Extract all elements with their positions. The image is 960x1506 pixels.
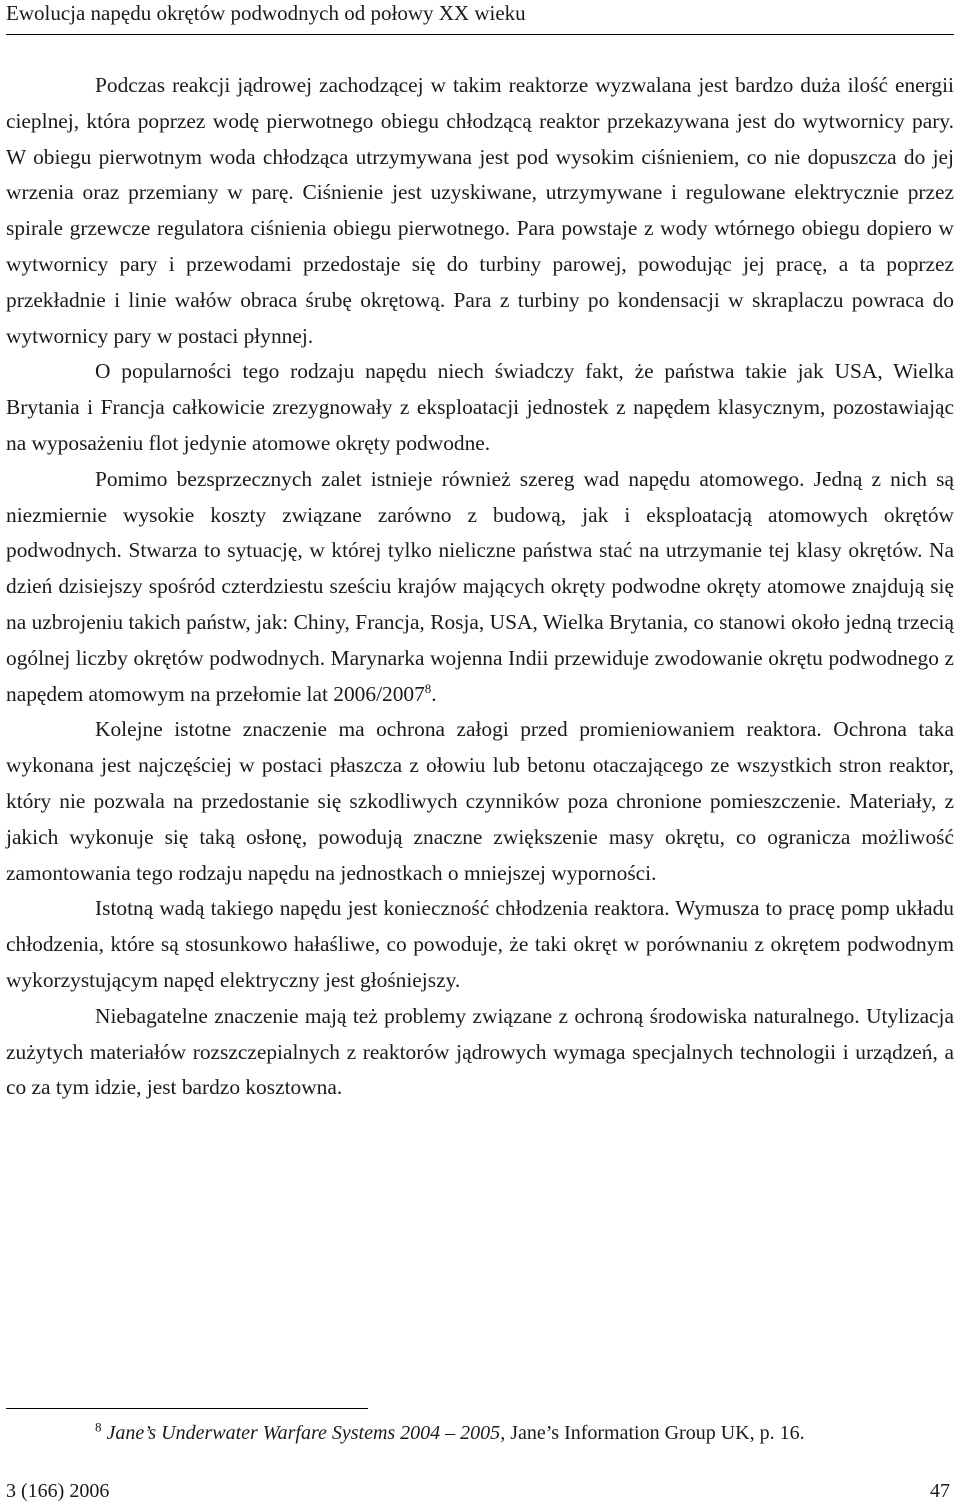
footnote-number: 8 xyxy=(95,1419,102,1435)
paragraph: Istotną wadą takiego napędu jest konieczność chłodzenia reaktora. Wymusza to pracę pomp układu chłodzenia, które są stosunkowo hałaśliwe, co powoduje, że taki okręt w porównaniu z okrętem podwodnym wykorzystującym napęd elektryczny jest głośniejszy. xyxy=(6,896,954,992)
running-header xyxy=(6,0,954,35)
footnote-source-details: , Jane’s Information Group UK, p. 16. xyxy=(500,1422,805,1444)
paragraph: Pomimo bezsprzecznych zalet istnieje również szereg wad napędu atomowego. Jedną z nich są niezmiernie wysokie koszty związane zarówno z budową, jak i eksploatacją atomowych okrętów podwodnych. Stwarza to sytuację, w której tylko nieliczne państwa stać na utrzymanie tej klasy okrętów. Na dzień dzisiejszy spośród czterdziestu sześciu krajów mających okręty podwodne okręty atomowe znajdują się na uzbrojeniu takich państw, jak: Chiny, Francja, Rosja, USA, Wielka Brytania, co stanowi około jedną trzecią ogólnej liczby okrętów podwodnych. Marynarka wojenna Indii przewiduje zwodowanie okrętu podwodnego z napędem atomowym na przełomie lat 2006/2007$^8$. xyxy=(6,466,954,706)
page-number: 47 xyxy=(930,1480,950,1502)
footnote xyxy=(6,1420,954,1446)
running-header-title: Ewolucja napędu okrętów podwodnych od połowy XX wieku xyxy=(6,1,526,25)
paragraph: Niebagatelne znaczenie mają też problemy związane z ochroną środowiska naturalnego. Utylizacja zużytych materiałów rozszczepialnych z reaktorów jądrowych wymaga specjalnych technologii i urządzeń, a co za tym idzie, jest bardzo kosztowna. xyxy=(6,1003,954,1100)
paragraph: Podczas reakcji jądrowej zachodzącej w takim reaktorze wyzwalana jest bardzo duża ilość energii cieplnej, która poprzez wodę pierwotnego obiegu chłodzącą reaktor przekazywana jest do wytwornicy pary. W obiegu pierwotnym woda chłodząca utrzymywana jest pod wysokim ciśnieniem, co nie dopuszcza do jej wrzenia oraz przemiany w parę. Ciśnienie jest uzyskiwane, utrzymywane i regulowane elektrycznie przez spirale grzewcze regulatora ciśnienia obiegu pierwotnego. Para powstaje z wody wtórnego obiegu dopiero w wytwornicy pary i przewodami przedostaje się do turbiny parowej, powodując jej pracę, a ta poprzez przekładnie i linie wałów obraca śrubę okrętową. Para z turbiny po kondensacji w skraplaczu powraca do wytwornicy pary w postaci płynnej. xyxy=(6,73,954,348)
page-footer xyxy=(6,1478,954,1506)
footnote-separator xyxy=(6,1408,368,1409)
footnote-reference: 8 xyxy=(424,680,432,696)
paragraph: O popularności tego rodzaju napędu niech świadczy fakt, że państwa takie jak USA, Wielka Brytania i Francja całkowicie zrezygnowały z eksploatacji jednostek z napędem klasycznym, pozostawiając na wyposażeniu flot jedynie atomowe okręty podwodne. xyxy=(6,359,954,455)
paragraph: Kolejne istotne znaczenie ma ochrona załogi przed promieniowaniem reaktora. Ochrona taka wykonana jest najczęściej w postaci płaszcza z ołowiu lub betonu otaczającego ze wszystkich stron reaktor, który nie pozwala na przedostanie się szkodliwych czynników poza chronione pomieszczenie. Materiały, z jakich wykonuje się taką osłonę, powodują znaczne zwiększenie masy okrętu, co ogranicza możliwość zamontowania tego rodzaju napędu na jednostkach o mniejszej wyporności. xyxy=(6,717,954,885)
paragraph-text: Pomimo bezsprzecznych zalet istnieje również szereg wad napędu atomowego. Jedną z nich są niezmiernie wysokie koszty związane zarówno z budową, jak i eksploatacją atomowych okrętów podwodnych. Stwarza to sytuację, w której tylko nieliczne państwa stać na utrzymanie tej klasy okrętów. Na dzień dzisiejszy spośród czterdziestu sześciu krajów mających okręty podwodne okręty atomowe znajdują się na uzbrojeniu takich państw, jak: Chiny, Francja, Rosja, USA, Wielka Brytania, co stanowi około jedną trzecią ogólnej liczby okrętów podwodnych. Marynarka wojenna Indii przewiduje zwodowanie okrętu podwodnego z napędem atomowym na przełomie lat 2006/2007 xyxy=(6,466,954,706)
article-body xyxy=(6,68,954,1106)
issue-number: 3 (166) 2006 xyxy=(6,1480,110,1502)
footnote-source-title: Jane’s Underwater Warfare Systems 2004 – 2005 xyxy=(106,1422,501,1444)
